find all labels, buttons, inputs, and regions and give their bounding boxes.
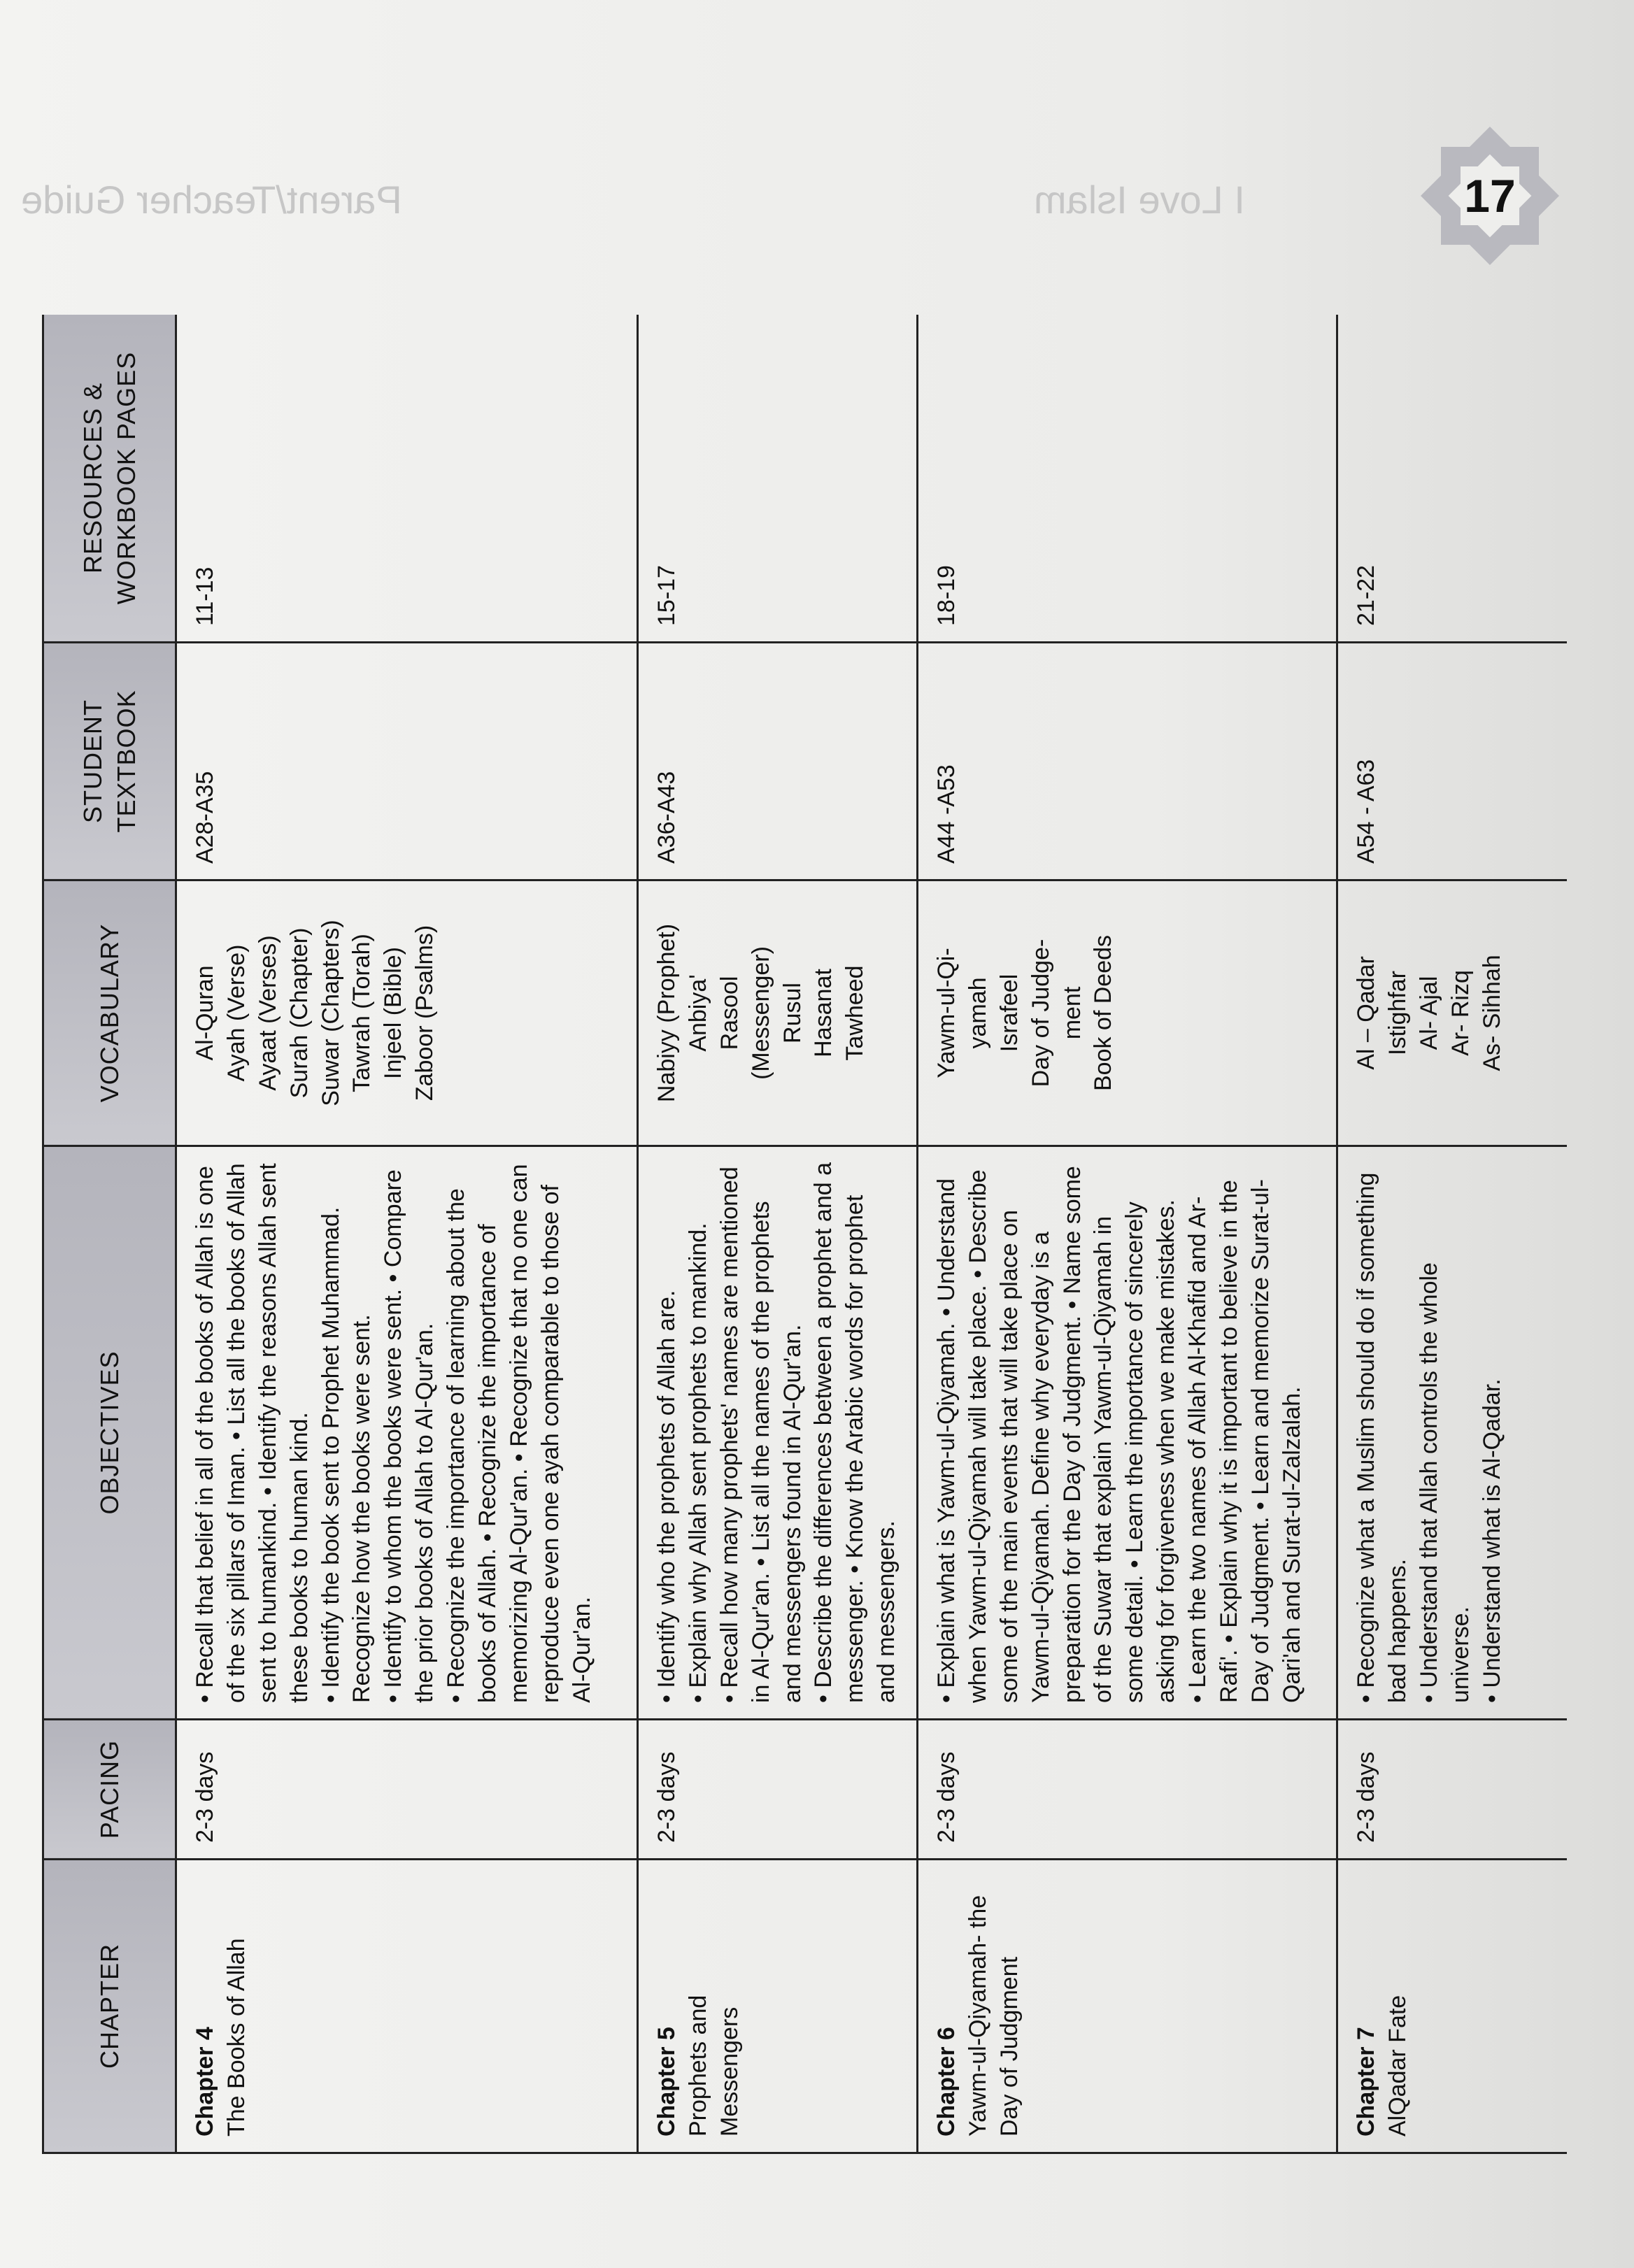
header-vocabulary: VOCABULARY bbox=[43, 880, 176, 1146]
vocab-term: Ayah (Verse) bbox=[222, 944, 250, 1082]
objective-line: • Describe the differences between a prophet and a messenger. • Know the Arabic words for prophet and messengers. bbox=[810, 1162, 900, 1703]
chapter-title: AlQadar Fate bbox=[1384, 1995, 1411, 2137]
vocab-term: Rusul bbox=[779, 983, 806, 1043]
chapter-number: Chapter 7 bbox=[1353, 2027, 1379, 2137]
table-row bbox=[1337, 315, 1568, 2153]
header-student-textbook: STUDENT TEXTBOOK bbox=[43, 643, 176, 880]
vocab-term: (Messenger) bbox=[747, 946, 774, 1080]
table-row bbox=[176, 315, 638, 2153]
rotated-table-container bbox=[42, 315, 1567, 2154]
objective-line: • Identify who the prophets of Allah are. bbox=[653, 1290, 680, 1703]
header-pacing: PACING bbox=[43, 1720, 176, 1860]
vocab-term: Yawm-ul-Qi- bbox=[933, 948, 960, 1078]
objectives-cell bbox=[918, 1146, 1337, 1720]
vocab-term: Al- Ajal bbox=[1415, 976, 1442, 1050]
running-title-right: I Love Islam bbox=[1034, 177, 1245, 222]
objective-line: • Explain what is Yawm-ul-Qiyamah. • Understand when Yawm-ul-Qiyamah will take place. • Describe some of the main events that will take place on Yawm-ul-Qiyamah. Define why everyday is a preparation for the Day of Judgment. • Name some of the Suwar that explain Yawm-ul-Qiyamah in some detail. • Learn the importance of sincerely asking for forgiveness when we make mistakes. bbox=[933, 1166, 1180, 1703]
vocab-term: Al – Qadar bbox=[1353, 956, 1379, 1070]
vocab-term: Israfeel bbox=[995, 973, 1023, 1053]
table-row bbox=[638, 315, 918, 2153]
header-resources: RESOURCES & WORKBOOK PAGES bbox=[43, 315, 176, 643]
student-textbook-cell: A28-A35 bbox=[176, 643, 638, 880]
vocab-term: Ar- Rizq bbox=[1447, 970, 1474, 1056]
vocab-term: Injeel (Bible) bbox=[380, 947, 407, 1079]
pacing-table bbox=[42, 315, 1567, 2154]
objectives-cell bbox=[176, 1146, 638, 1720]
resources-cell: 18-19 bbox=[918, 315, 1337, 643]
vocab-term: Day of Judge- bbox=[1027, 939, 1054, 1087]
page-number: 17 bbox=[1464, 170, 1516, 222]
vocabulary-cell bbox=[176, 880, 638, 1146]
objective-line: • Identify the book sent to Prophet Muhammad. Recognize how the books were sent. bbox=[317, 1206, 376, 1703]
student-textbook-cell: A36-A43 bbox=[638, 643, 918, 880]
objective-line: • Understand that Allah controls the whole universe. bbox=[1415, 1262, 1474, 1703]
chapter-number: Chapter 4 bbox=[192, 2027, 218, 2137]
objective-line: • Recall how many prophets' names are mentioned in Al-Qur'an. • List all the names of the prophets and messengers found in Al-Qur'an. bbox=[716, 1167, 806, 1703]
vocab-term: Istighfar bbox=[1384, 971, 1411, 1055]
vocab-term: Book of Deeds bbox=[1090, 934, 1117, 1092]
chapter-number: Chapter 6 bbox=[933, 2027, 960, 2137]
objective-line: • Recognize the importance of learning about the books of Allah. • Recognize the importance of memorizing Al-Qur'an. • Recognize that no one can reproduce even one ayah comparable to those of Al-Qur'an. bbox=[443, 1164, 595, 1703]
table-row bbox=[918, 315, 1337, 2153]
vocab-term: Suwar (Chapters) bbox=[317, 920, 344, 1106]
vocab-term: Hasanat bbox=[810, 969, 837, 1057]
objective-line: • Explain why Allah sent prophets to mankind. bbox=[684, 1222, 711, 1703]
vocab-term: Nabiyy (Prophet) bbox=[653, 923, 680, 1103]
vocab-term: Zaboor (Psalms) bbox=[411, 925, 439, 1101]
chapter-number: Chapter 5 bbox=[653, 2027, 680, 2137]
chapter-title: Yawm-ul-Qiyamah- the Day of Judgment bbox=[964, 1895, 1023, 2137]
objectives-cell bbox=[1337, 1146, 1568, 1720]
running-title-left: Parent/Teacher Guide bbox=[21, 177, 402, 222]
pacing-cell: 2-3 days bbox=[638, 1720, 918, 1860]
objectives-cell bbox=[638, 1146, 918, 1720]
objective-line: • Recognize what a Muslim should do if something bad happens. bbox=[1353, 1172, 1411, 1703]
vocab-term: Ayaat (Verses) bbox=[254, 935, 281, 1091]
chapter-cell bbox=[918, 1860, 1337, 2153]
student-textbook-cell: A54 - A63 bbox=[1337, 643, 1568, 880]
objective-line: • Identify to whom the books were sent. • Compare the prior books of Allah to Al-Qur'an. bbox=[380, 1169, 439, 1703]
vocab-term: Tawheed bbox=[841, 965, 869, 1061]
vocabulary-cell bbox=[918, 880, 1337, 1146]
vocab-term: Rasool bbox=[716, 976, 743, 1050]
vocab-term: ment bbox=[1058, 986, 1086, 1040]
vocab-term: Anbiya' bbox=[684, 974, 711, 1052]
resources-cell: 11-13 bbox=[176, 315, 638, 643]
chapter-cell bbox=[176, 1860, 638, 2153]
pacing-cell: 2-3 days bbox=[918, 1720, 1337, 1860]
vocab-term: Al-Quran bbox=[192, 965, 218, 1061]
header-chapter: CHAPTER bbox=[43, 1860, 176, 2153]
vocab-term: Tawrah (Torah) bbox=[348, 934, 376, 1092]
objective-line: • Learn the two names of Allah Al-Khafid and Ar-Rafi'. • Explain why it is important to believe in the Day of Judgment. • Learn and memorize Surat-ul-Qari'ah and Surat-ul-Zalzalah. bbox=[1184, 1179, 1305, 1703]
running-header bbox=[21, 168, 1245, 231]
header-objectives: OBJECTIVES bbox=[43, 1146, 176, 1720]
table-header-row bbox=[43, 315, 176, 2153]
pacing-table-frame bbox=[42, 315, 1567, 2154]
vocab-term: yamah bbox=[964, 977, 991, 1049]
objective-line: • Recall that belief in all of the books of Allah is one of the six pillars of Iman. • List all the books of Allah sent to humankind. • Identify the reasons Allah sent these books to human kind. bbox=[192, 1163, 313, 1703]
objective-line: • Understand what is Al-Qadar. bbox=[1478, 1378, 1505, 1703]
pacing-cell: 2-3 days bbox=[1337, 1720, 1568, 1860]
pacing-cell: 2-3 days bbox=[176, 1720, 638, 1860]
chapter-cell bbox=[1337, 1860, 1568, 2153]
student-textbook-cell: A44 -A53 bbox=[918, 643, 1337, 880]
vocabulary-cell bbox=[1337, 880, 1568, 1146]
vocabulary-cell bbox=[638, 880, 918, 1146]
chapter-cell bbox=[638, 1860, 918, 2153]
vocab-term: Surah (Chapter) bbox=[285, 927, 313, 1099]
resources-cell: 21-22 bbox=[1337, 315, 1568, 643]
resources-cell: 15-17 bbox=[638, 315, 918, 643]
vocab-term: As- Sihhah bbox=[1478, 955, 1505, 1071]
chapter-title: The Books of Allah bbox=[222, 1938, 250, 2137]
chapter-title: Prophets and Messengers bbox=[684, 1995, 743, 2137]
